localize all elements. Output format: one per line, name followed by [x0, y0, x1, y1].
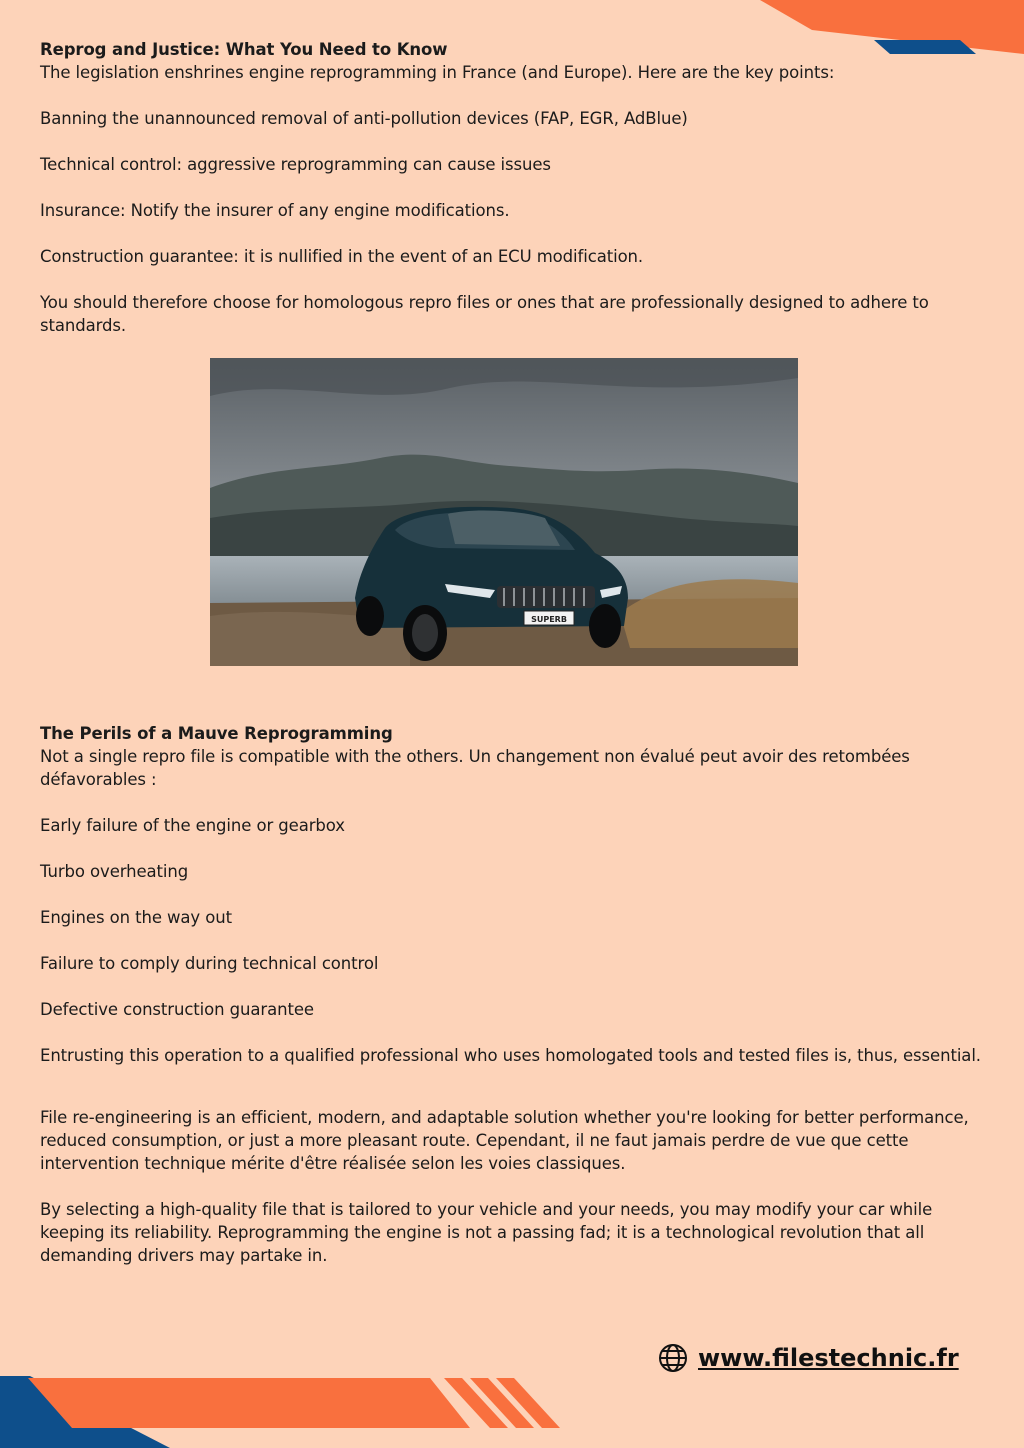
section-heading: Reprog and Justice: What You Need to Know	[40, 40, 448, 59]
list-item: Banning the unannounced removal of anti-pollution devices (FAP, EGR, AdBlue)	[40, 109, 688, 128]
car-photo	[210, 358, 798, 666]
paragraph: You should therefore choose for homologous repro files or ones that are professionally designed to adhere to standards.	[40, 293, 929, 335]
list-item: Early failure of the engine or gearbox	[40, 816, 345, 835]
paragraph: Not a single repro file is compatible with the others. Un changement non évalué peut avoir des retombées défavorables :	[40, 747, 910, 789]
paragraph: The legislation enshrines engine reprogramming in France (and Europe). Here are the key points:	[40, 63, 835, 82]
list-item: Technical control: aggressive reprogramming can cause issues	[40, 155, 551, 174]
globe-icon	[658, 1343, 688, 1373]
section-conclusion	[40, 1106, 990, 1267]
section-heading: The Perils of a Mauve Reprogramming	[40, 724, 393, 743]
paragraph: By selecting a high-quality file that is tailored to your vehicle and your needs, you may modify your car while keeping its reliability. Reprogramming the engine is not a passing fad; it is a technological revolution that all demanding drivers may partake in.	[40, 1200, 933, 1265]
list-item: Failure to comply during technical control	[40, 954, 379, 973]
list-item: Engines on the way out	[40, 908, 232, 927]
list-item: Construction guarantee: it is nullified in the event of an ECU modification.	[40, 247, 644, 266]
section-perils	[40, 722, 990, 1067]
list-item: Defective construction guarantee	[40, 1000, 314, 1019]
section-legal	[40, 38, 990, 337]
website-link[interactable]	[658, 1343, 959, 1373]
license-plate: SUPERB	[531, 615, 567, 624]
paragraph: Entrusting this operation to a qualified professional who uses homologated tools and tested files is, thus, essential.	[40, 1046, 981, 1065]
bottom-corner-decoration	[0, 1376, 580, 1448]
list-item: Turbo overheating	[40, 862, 189, 881]
paragraph: File re-engineering is an efficient, modern, and adaptable solution whether you're looking for better performance, reduced consumption, or just a more pleasant route. Cependant, il ne faut jamais perdre de vue que cette intervention technique mérite d'être réalisée selon les voies classiques.	[40, 1108, 969, 1173]
website-url[interactable]: www.filestechnic.fr	[698, 1344, 959, 1372]
list-item: Insurance: Notify the insurer of any engine modifications.	[40, 201, 510, 220]
